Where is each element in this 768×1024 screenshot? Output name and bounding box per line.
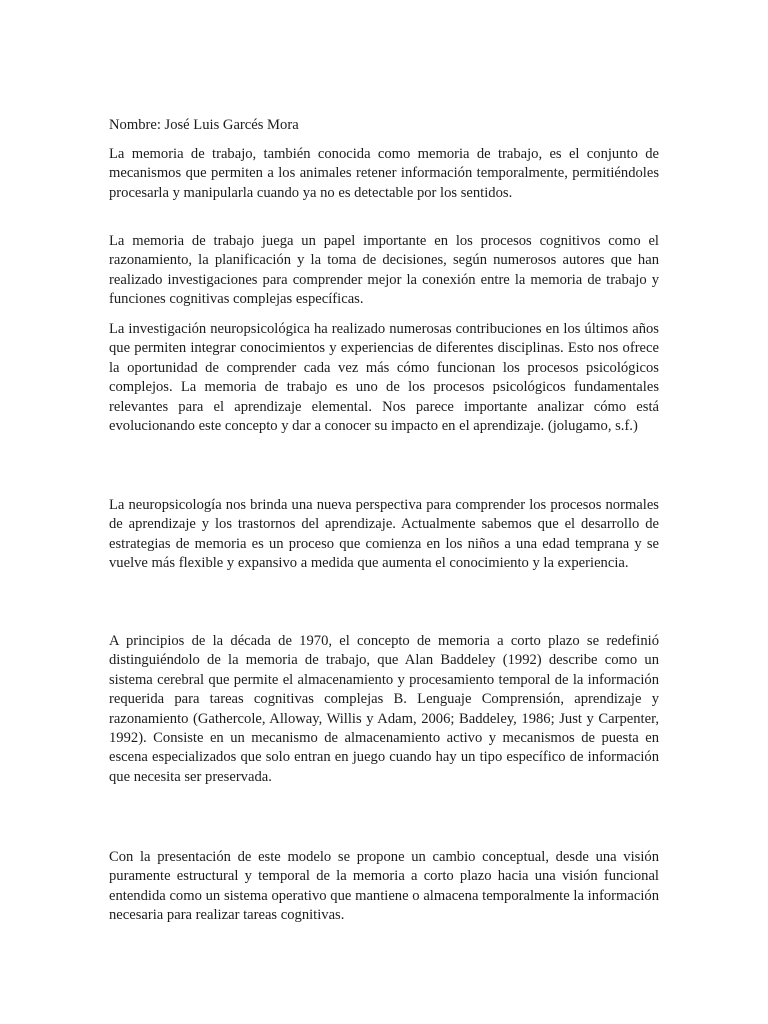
paragraph-1: La memoria de trabajo, también conocida como memoria de trabajo, es el conjunto de mecanismos que permiten a los animales retener información temporalmente, permitiéndoles procesarla y manipularla cuando ya no es detectable por los sentidos. xyxy=(109,146,659,201)
paragraph-5: A principios de la década de 1970, el concepto de memoria a corto plazo se redefinió distinguiéndolo de la memoria de trabajo, que Alan Baddeley (1992) describe como un sistema cerebral que permite el almacenamiento y procesamiento temporal de la información requerida para tareas cognitivas complejas B. Lenguaje Comprensión, aprendizaje y razonamiento (Gathercole, Alloway, Willis y Adam, 2006; Baddeley, 1986; Just y Carpenter, 1992). Consiste en un mecanismo de almacenamiento activo y mecanismos de puesta en escena especializados que solo entran en juego cuando hay un tipo específico de información que necesita ser preservada. xyxy=(109,633,659,785)
paragraph-3: La investigación neuropsicológica ha realizado numerosas contribuciones en los últimos años que permiten integrar conocimientos y experiencias de diferentes disciplinas. Esto nos ofrece la oportunidad de comprender cada vez más cómo funcionan los procesos psicológicos complejos. La memoria de trabajo es uno de los procesos psicológicos fundamentales relevantes para el aprendizaje elemental. Nos parece importante analizar cómo está evolucionando este concepto y dar a conocer su impacto en el aprendizaje. (jolugamo, s.f.) xyxy=(109,321,659,435)
paragraph-4: La neuropsicología nos brinda una nueva perspectiva para comprender los procesos normales de aprendizaje y los trastornos del aprendizaje. Actualmente sabemos que el desarrollo de estrategias de memoria es un proceso que comienza en los niños a una edad temprana y se vuelve más flexible y expansivo a medida que aumenta el conocimiento y la experiencia. xyxy=(109,497,659,572)
paragraph-2: La memoria de trabajo juega un papel importante en los procesos cognitivos como el razonamiento, la planificación y la toma de decisiones, según numerosos autores que han realizado investigaciones para comprender mejor la conexión entre la memoria de trabajo y funciones cognitivas complejas específicas. xyxy=(109,233,659,308)
author-name-line: Nombre: José Luis Garcés Mora xyxy=(109,117,299,133)
paragraph-6: Con la presentación de este modelo se propone un cambio conceptual, desde una visión puramente estructural y temporal de la memoria a corto plazo hacia una visión funcional entendida como un sistema operativo que mantiene o almacena temporalmente la información necesaria para realizar tareas cognitivas. xyxy=(109,849,659,924)
